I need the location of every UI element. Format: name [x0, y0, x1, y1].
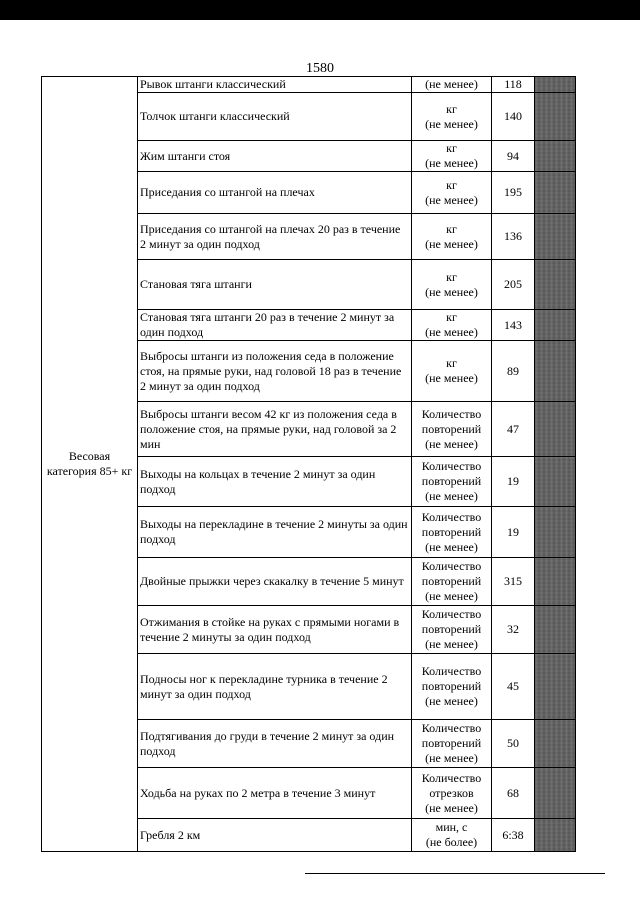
exercise-name: Отжимания в стойке на руках с прямыми ногами в течение 2 минуты за один подход — [138, 606, 412, 654]
shaded-cell — [535, 214, 576, 260]
unit-cell: кг (не менее) — [412, 172, 492, 214]
standard-value: 136 — [492, 214, 535, 260]
unit-cell: кг (не менее) — [412, 341, 492, 402]
exercise-name: Подтягивания до груди в течение 2 минут за один подход — [138, 720, 412, 768]
shaded-cell — [535, 402, 576, 457]
unit-cell: Количество повторений (не менее) — [412, 507, 492, 558]
shaded-cell — [535, 654, 576, 720]
exercise-name: Толчок штанги классический — [138, 93, 412, 141]
page-number: 1580 — [306, 61, 334, 76]
exercise-name: Приседания со штангой на плечах — [138, 172, 412, 214]
standard-value: 143 — [492, 310, 535, 341]
exercise-name: Подносы ног к перекладине турника в течение 2 минут за один подход — [138, 654, 412, 720]
standard-value: 47 — [492, 402, 535, 457]
exercise-name: Рывок штанги классический — [138, 77, 412, 93]
exercise-name: Становая тяга штанги 20 раз в течение 2 минут за один подход — [138, 310, 412, 341]
shaded-cell — [535, 819, 576, 852]
unit-cell: кг (не менее) — [412, 93, 492, 141]
shaded-cell — [535, 77, 576, 93]
standard-value: 94 — [492, 141, 535, 172]
standard-value: 195 — [492, 172, 535, 214]
exercise-name: Приседания со штангой на плечах 20 раз в течение 2 минут за один подход — [138, 214, 412, 260]
standard-value: 118 — [492, 77, 535, 93]
unit-cell: кг (не менее) — [412, 310, 492, 341]
standard-value: 68 — [492, 768, 535, 819]
exercise-name: Выбросы штанги весом 42 кг из положения седа в положение стоя, на прямые руки, над головой за 2 мин — [138, 402, 412, 457]
unit-cell: кг (не менее) — [412, 260, 492, 310]
standard-value: 315 — [492, 558, 535, 606]
unit-cell: кг (не менее) — [412, 141, 492, 172]
exercise-name: Выходы на кольцах в течение 2 минут за один подход — [138, 457, 412, 507]
bottom-divider — [305, 873, 605, 874]
shaded-cell — [535, 457, 576, 507]
standard-value: 19 — [492, 457, 535, 507]
shaded-cell — [535, 93, 576, 141]
shaded-cell — [535, 341, 576, 402]
exercise-name: Выходы на перекладине в течение 2 минуты за один подход — [138, 507, 412, 558]
unit-cell: Количество повторений (не менее) — [412, 457, 492, 507]
shaded-cell — [535, 720, 576, 768]
top-scan-border — [0, 0, 640, 20]
unit-cell: Количество повторений (не менее) — [412, 720, 492, 768]
standards-table — [41, 76, 576, 852]
exercise-name: Ходьба на руках по 2 метра в течение 3 минут — [138, 768, 412, 819]
shaded-cell — [535, 310, 576, 341]
standard-value: 205 — [492, 260, 535, 310]
shaded-cell — [535, 558, 576, 606]
unit-cell: мин, с (не более) — [412, 819, 492, 852]
shaded-cell — [535, 260, 576, 310]
unit-cell: Количество повторений (не менее) — [412, 402, 492, 457]
exercise-name: Двойные прыжки через скакалку в течение 5 минут — [138, 558, 412, 606]
unit-cell: Количество повторений (не менее) — [412, 606, 492, 654]
exercise-name: Становая тяга штанги — [138, 260, 412, 310]
standard-value: 19 — [492, 507, 535, 558]
unit-cell: Количество повторений (не менее) — [412, 654, 492, 720]
shaded-cell — [535, 172, 576, 214]
standard-value: 50 — [492, 720, 535, 768]
standard-value: 45 — [492, 654, 535, 720]
table-row — [42, 77, 576, 93]
shaded-cell — [535, 606, 576, 654]
weight-category-label: Весовая категория 85+ кг — [42, 77, 138, 852]
unit-cell: кг (не менее) — [412, 214, 492, 260]
shaded-cell — [535, 768, 576, 819]
exercise-name: Гребля 2 км — [138, 819, 412, 852]
standard-value: 140 — [492, 93, 535, 141]
unit-cell: Количество повторений (не менее) — [412, 558, 492, 606]
unit-cell: Количество отрезков (не менее) — [412, 768, 492, 819]
exercise-name: Выбросы штанги из положения седа в положение стоя, на прямые руки, над головой 18 раз в течение 2 минут за один подход — [138, 341, 412, 402]
shaded-cell — [535, 507, 576, 558]
standard-value: 32 — [492, 606, 535, 654]
shaded-cell — [535, 141, 576, 172]
standard-value: 6:38 — [492, 819, 535, 852]
unit-cell: (не менее) — [412, 77, 492, 93]
standard-value: 89 — [492, 341, 535, 402]
exercise-name: Жим штанги стоя — [138, 141, 412, 172]
